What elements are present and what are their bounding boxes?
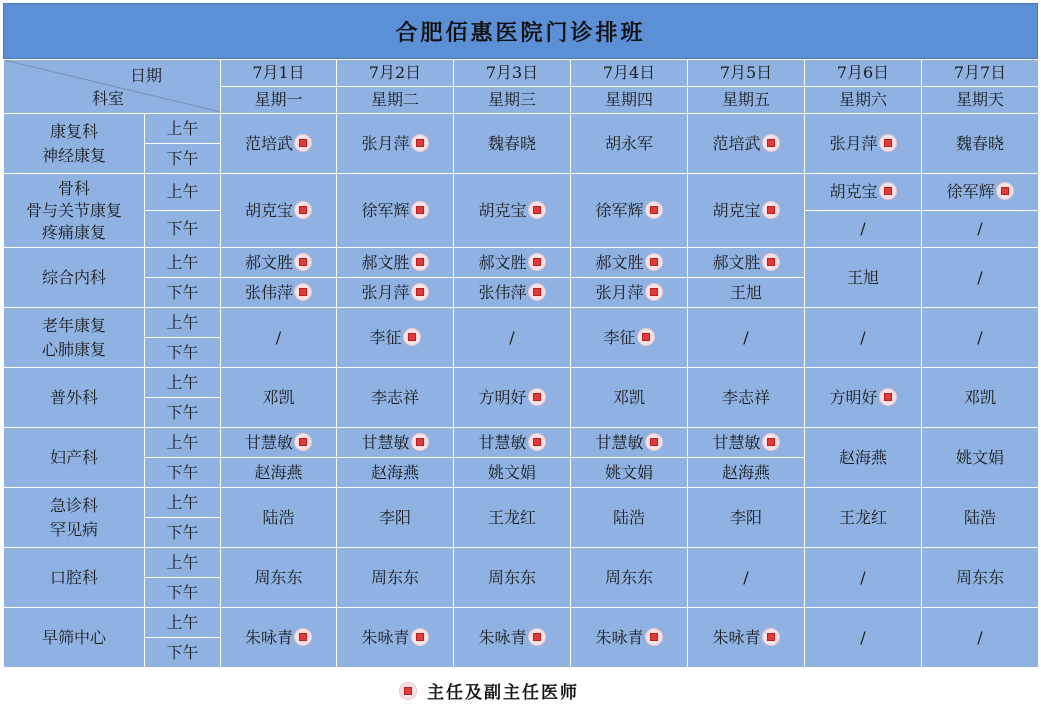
senior-doctor-mark-icon [411, 134, 429, 152]
department-label: 骨科 [57, 178, 90, 198]
doctor-cell [805, 488, 922, 548]
senior-doctor-mark-icon [528, 388, 546, 406]
date-header [337, 60, 454, 87]
date-label: 7月4日 [602, 63, 656, 82]
doctor-name: 姚文娟 [955, 447, 1004, 467]
doctor-cell [454, 488, 571, 548]
doctor-name: / [977, 219, 983, 238]
department-label: 早筛中心 [41, 627, 106, 647]
doctor-name: 郝文胜 [595, 252, 644, 272]
senior-doctor-mark-icon [645, 433, 663, 451]
doctor-cell [688, 608, 805, 668]
doctor-name: 李志祥 [370, 387, 419, 407]
doctor-name: 徐军辉 [946, 182, 995, 201]
legend-label: 主任及副主任医师 [427, 683, 579, 703]
department-name [4, 428, 145, 488]
department-name [4, 488, 145, 548]
doctor-name: 朱咏青 [712, 627, 761, 647]
doctor-name: 朱咏青 [244, 627, 293, 647]
doctor-cell [454, 174, 571, 248]
weekday-label: 星期五 [721, 90, 770, 109]
pm-label [145, 144, 221, 174]
doctor-name: 张月萍 [595, 282, 644, 302]
senior-doctor-mark-icon [762, 253, 780, 271]
doctor-name: 周东东 [955, 567, 1004, 587]
doctor-cell [221, 368, 337, 428]
senior-doctor-mark-icon [879, 182, 897, 200]
doctor-cell [688, 114, 805, 174]
pm-text: 下午 [166, 148, 199, 168]
doctor-cell [688, 174, 805, 248]
doctor-name: 郝文胜 [244, 252, 293, 272]
doctor-name: 李志祥 [721, 387, 770, 407]
page-title: 合肥佰惠医院门诊排班 [3, 3, 1038, 59]
doctor-cell [454, 308, 571, 368]
doctor-cell [922, 608, 1039, 668]
pm-label [145, 458, 221, 488]
doctor-name: 甘慧敏 [244, 432, 293, 452]
am-label [145, 368, 221, 398]
doctor-cell [221, 174, 337, 248]
weekday-header [221, 87, 337, 114]
doctor-name: 王旭 [846, 267, 879, 287]
doctor-name: 朱咏青 [478, 627, 527, 647]
doctor-name: 姚文娟 [604, 462, 653, 482]
doctor-name: / [275, 327, 282, 347]
pm-label [145, 398, 221, 428]
doctor-name: 徐军辉 [361, 200, 410, 220]
doctor-cell [922, 248, 1039, 308]
doctor-name: 姚文娟 [487, 462, 536, 482]
senior-doctor-mark-icon [879, 388, 897, 406]
doctor-cell [337, 608, 454, 668]
senior-doctor-mark-icon [294, 134, 312, 152]
doctor-name: / [977, 267, 983, 287]
doctor-name: 周东东 [254, 567, 303, 587]
department-name [4, 368, 145, 428]
department-label: 心肺康复 [41, 339, 106, 359]
senior-doctor-mark-icon [399, 682, 417, 700]
doctor-cell [805, 368, 922, 428]
doctor-cell [922, 368, 1039, 428]
doctor-cell [571, 248, 688, 278]
department-label: 康复科 [49, 121, 98, 141]
doctor-cell [688, 248, 805, 278]
department-name [4, 248, 145, 308]
doctor-cell [454, 368, 571, 428]
doctor-name: 周东东 [487, 567, 536, 587]
doctor-cell [337, 308, 454, 368]
corner-dept-label: 科室 [92, 89, 125, 108]
doctor-name: 赵海燕 [838, 447, 887, 467]
senior-doctor-mark-icon [645, 283, 663, 301]
doctor-cell [688, 278, 805, 308]
doctor-cell [337, 428, 454, 458]
doctor-cell [922, 211, 1039, 248]
doctor-name: 邓凯 [262, 387, 295, 407]
doctor-name: 朱咏青 [361, 627, 410, 647]
date-label: 7月7日 [953, 63, 1007, 82]
doctor-name: / [977, 627, 983, 647]
senior-doctor-mark-icon [762, 433, 780, 451]
department-label: 疼痛康复 [41, 222, 106, 242]
doctor-name: 李阳 [378, 507, 411, 527]
legend [398, 678, 579, 703]
doctor-name: 赵海燕 [254, 462, 303, 482]
senior-doctor-mark-icon [762, 628, 780, 646]
date-header [805, 60, 922, 87]
pm-text: 下午 [166, 282, 199, 302]
doctor-name: 张伟萍 [244, 282, 293, 302]
am-label [145, 114, 221, 144]
senior-doctor-mark-icon [528, 283, 546, 301]
senior-doctor-mark-icon [294, 433, 312, 451]
corner-date-label: 日期 [129, 66, 162, 85]
am-label [145, 488, 221, 518]
doctor-name: 周东东 [604, 567, 653, 587]
doctor-name: 王旭 [729, 282, 762, 302]
doctor-name: 张伟萍 [478, 282, 527, 302]
doctor-name: 周东东 [370, 567, 419, 587]
senior-doctor-mark-icon [411, 628, 429, 646]
doctor-name: 胡克宝 [712, 200, 761, 220]
am-label [145, 428, 221, 458]
am-text: 上午 [166, 252, 199, 272]
doctor-cell [337, 548, 454, 608]
doctor-cell [221, 608, 337, 668]
senior-doctor-mark-icon [411, 433, 429, 451]
doctor-name: / [977, 327, 983, 347]
doctor-cell [221, 428, 337, 458]
doctor-cell [454, 248, 571, 278]
senior-doctor-mark-icon [528, 253, 546, 271]
am-text: 上午 [166, 492, 199, 512]
doctor-name: / [743, 327, 749, 347]
doctor-name: 朱咏青 [595, 627, 644, 647]
pm-text: 下午 [166, 462, 199, 482]
doctor-cell [337, 368, 454, 428]
department-name [4, 608, 145, 668]
department-name [4, 174, 145, 248]
doctor-cell [221, 278, 337, 308]
senior-doctor-mark-icon [528, 201, 546, 219]
senior-doctor-mark-icon [528, 628, 546, 646]
doctor-cell [922, 548, 1039, 608]
doctor-cell [221, 458, 337, 488]
doctor-cell [571, 458, 688, 488]
doctor-cell [221, 114, 337, 174]
am-text: 上午 [166, 182, 199, 201]
department-label: 老年康复 [41, 315, 106, 335]
weekday-label: 星期天 [955, 90, 1004, 109]
doctor-cell [922, 174, 1039, 211]
doctor-cell [688, 428, 805, 458]
date-label: 7月5日 [719, 63, 773, 82]
doctor-name: / [860, 627, 866, 647]
doctor-name: 李征 [603, 327, 636, 347]
doctor-cell [922, 114, 1039, 174]
doctor-cell [337, 174, 454, 248]
doctor-name: 方明好 [478, 387, 527, 407]
senior-doctor-mark-icon [879, 134, 897, 152]
senior-doctor-mark-icon [762, 201, 780, 219]
senior-doctor-mark-icon [645, 253, 663, 271]
doctor-cell [571, 548, 688, 608]
weekday-header [571, 87, 688, 114]
doctor-name: 张月萍 [361, 282, 410, 302]
senior-doctor-mark-icon [294, 201, 312, 219]
doctor-cell [805, 211, 922, 248]
weekday-label: 星期二 [370, 90, 419, 109]
doctor-cell [454, 114, 571, 174]
doctor-cell [922, 488, 1039, 548]
department-label: 罕见病 [49, 519, 98, 539]
pm-text: 下午 [166, 642, 199, 662]
doctor-name: 范培武 [712, 133, 761, 153]
doctor-name: 胡克宝 [829, 182, 878, 201]
am-label [145, 308, 221, 338]
department-label: 口腔科 [49, 567, 98, 587]
doctor-cell [805, 608, 922, 668]
date-header [571, 60, 688, 87]
am-label [145, 548, 221, 578]
senior-doctor-mark-icon [411, 253, 429, 271]
pm-label [145, 338, 221, 368]
am-text: 上午 [166, 432, 199, 452]
pm-label [145, 518, 221, 548]
senior-doctor-mark-icon [645, 201, 663, 219]
weekday-label: 星期一 [254, 90, 303, 109]
doctor-cell [805, 174, 922, 211]
doctor-cell [805, 248, 922, 308]
doctor-name: 陆浩 [963, 507, 996, 527]
pm-label [145, 638, 221, 668]
doctor-name: 甘慧敏 [478, 432, 527, 452]
weekday-header [454, 87, 571, 114]
doctor-name: 方明好 [829, 387, 878, 407]
doctor-name: 张月萍 [829, 133, 878, 153]
doctor-name: 甘慧敏 [712, 432, 761, 452]
department-label: 普外科 [49, 387, 98, 407]
doctor-name: 胡克宝 [478, 200, 527, 220]
doctor-cell [454, 278, 571, 308]
department-name [4, 308, 145, 368]
doctor-cell [805, 548, 922, 608]
pm-label [145, 211, 221, 248]
doctor-name: 魏春晓 [955, 133, 1004, 153]
weekday-header [922, 87, 1039, 114]
weekday-header [337, 87, 454, 114]
doctor-name: 胡克宝 [244, 200, 293, 220]
am-text: 上午 [166, 612, 199, 632]
doctor-name: 李征 [369, 327, 402, 347]
doctor-cell [688, 548, 805, 608]
am-text: 上午 [166, 118, 199, 138]
department-label: 综合内科 [41, 267, 106, 287]
am-label [145, 248, 221, 278]
doctor-cell [454, 428, 571, 458]
header-corner [4, 60, 221, 114]
doctor-name: 郝文胜 [361, 252, 410, 272]
doctor-name: 郝文胜 [712, 252, 761, 272]
doctor-cell [571, 114, 688, 174]
date-header [922, 60, 1039, 87]
doctor-cell [337, 248, 454, 278]
date-header [688, 60, 805, 87]
doctor-cell [571, 308, 688, 368]
senior-doctor-mark-icon [294, 253, 312, 271]
doctor-cell [221, 308, 337, 368]
date-label: 7月3日 [485, 63, 539, 82]
weekday-label: 星期四 [604, 90, 653, 109]
senior-doctor-mark-icon [294, 628, 312, 646]
doctor-name: 邓凯 [612, 387, 645, 407]
doctor-cell [571, 608, 688, 668]
date-header [221, 60, 337, 87]
pm-text: 下午 [166, 582, 199, 602]
doctor-cell [454, 458, 571, 488]
doctor-name: / [509, 327, 515, 347]
weekday-header [805, 87, 922, 114]
doctor-name: 王龙红 [838, 507, 887, 527]
doctor-cell [571, 488, 688, 548]
doctor-name: 魏春晓 [487, 133, 536, 153]
doctor-cell [922, 428, 1039, 488]
doctor-cell [221, 488, 337, 548]
pm-text: 下午 [166, 342, 199, 362]
department-label: 骨与关节康复 [25, 200, 122, 220]
senior-doctor-mark-icon [762, 134, 780, 152]
pm-text: 下午 [166, 219, 199, 238]
doctor-name: 郝文胜 [478, 252, 527, 272]
doctor-cell [688, 458, 805, 488]
doctor-cell [688, 308, 805, 368]
date-label: 7月2日 [368, 63, 422, 82]
senior-doctor-mark-icon [403, 328, 421, 346]
doctor-cell [337, 458, 454, 488]
weekday-label: 星期三 [487, 90, 536, 109]
senior-doctor-mark-icon [411, 201, 429, 219]
senior-doctor-mark-icon [411, 283, 429, 301]
doctor-cell [805, 114, 922, 174]
am-text: 上午 [166, 372, 199, 392]
doctor-name: 赵海燕 [370, 462, 419, 482]
senior-doctor-mark-icon [528, 433, 546, 451]
am-label [145, 608, 221, 638]
doctor-name: 徐军辉 [595, 200, 644, 220]
doctor-cell [688, 488, 805, 548]
doctor-name: 胡永军 [604, 133, 653, 153]
doctor-name: / [860, 327, 866, 347]
doctor-name: 甘慧敏 [595, 432, 644, 452]
doctor-cell [571, 278, 688, 308]
pm-label [145, 278, 221, 308]
senior-doctor-mark-icon [294, 283, 312, 301]
doctor-name: / [743, 567, 749, 587]
doctor-name: 邓凯 [963, 387, 996, 407]
doctor-name: 赵海燕 [721, 462, 770, 482]
schedule-table [3, 59, 1039, 668]
department-name [4, 114, 145, 174]
date-label: 7月1日 [252, 63, 305, 82]
doctor-name: / [860, 219, 866, 238]
date-label: 7月6日 [836, 63, 890, 82]
senior-doctor-mark-icon [645, 628, 663, 646]
doctor-cell [571, 174, 688, 248]
doctor-name: 李阳 [729, 507, 762, 527]
pm-text: 下午 [166, 402, 199, 422]
doctor-cell [688, 368, 805, 428]
weekday-label: 星期六 [838, 90, 887, 109]
doctor-name: 甘慧敏 [361, 432, 410, 452]
doctor-cell [454, 608, 571, 668]
department-label: 急诊科 [49, 495, 98, 515]
doctor-cell [337, 114, 454, 174]
date-header [454, 60, 571, 87]
doctor-cell [571, 368, 688, 428]
department-label: 妇产科 [49, 447, 98, 467]
doctor-cell [337, 278, 454, 308]
doctor-cell [454, 548, 571, 608]
doctor-cell [221, 248, 337, 278]
doctor-name: 陆浩 [612, 507, 645, 527]
am-label [145, 174, 221, 211]
doctor-cell [337, 488, 454, 548]
am-text: 上午 [166, 552, 199, 572]
department-name [4, 548, 145, 608]
doctor-name: 王龙红 [487, 507, 536, 527]
pm-text: 下午 [166, 522, 199, 542]
department-label: 神经康复 [41, 145, 106, 165]
pm-label [145, 578, 221, 608]
weekday-header [688, 87, 805, 114]
doctor-cell [221, 548, 337, 608]
am-text: 上午 [166, 312, 199, 332]
doctor-cell [805, 428, 922, 488]
doctor-name: 张月萍 [361, 133, 410, 153]
doctor-name: 范培武 [244, 133, 293, 153]
doctor-cell [805, 308, 922, 368]
doctor-name: 陆浩 [262, 507, 295, 527]
senior-doctor-mark-icon [996, 182, 1014, 200]
senior-doctor-mark-icon [637, 328, 655, 346]
doctor-name: / [860, 567, 866, 587]
doctor-cell [571, 428, 688, 458]
doctor-cell [922, 308, 1039, 368]
